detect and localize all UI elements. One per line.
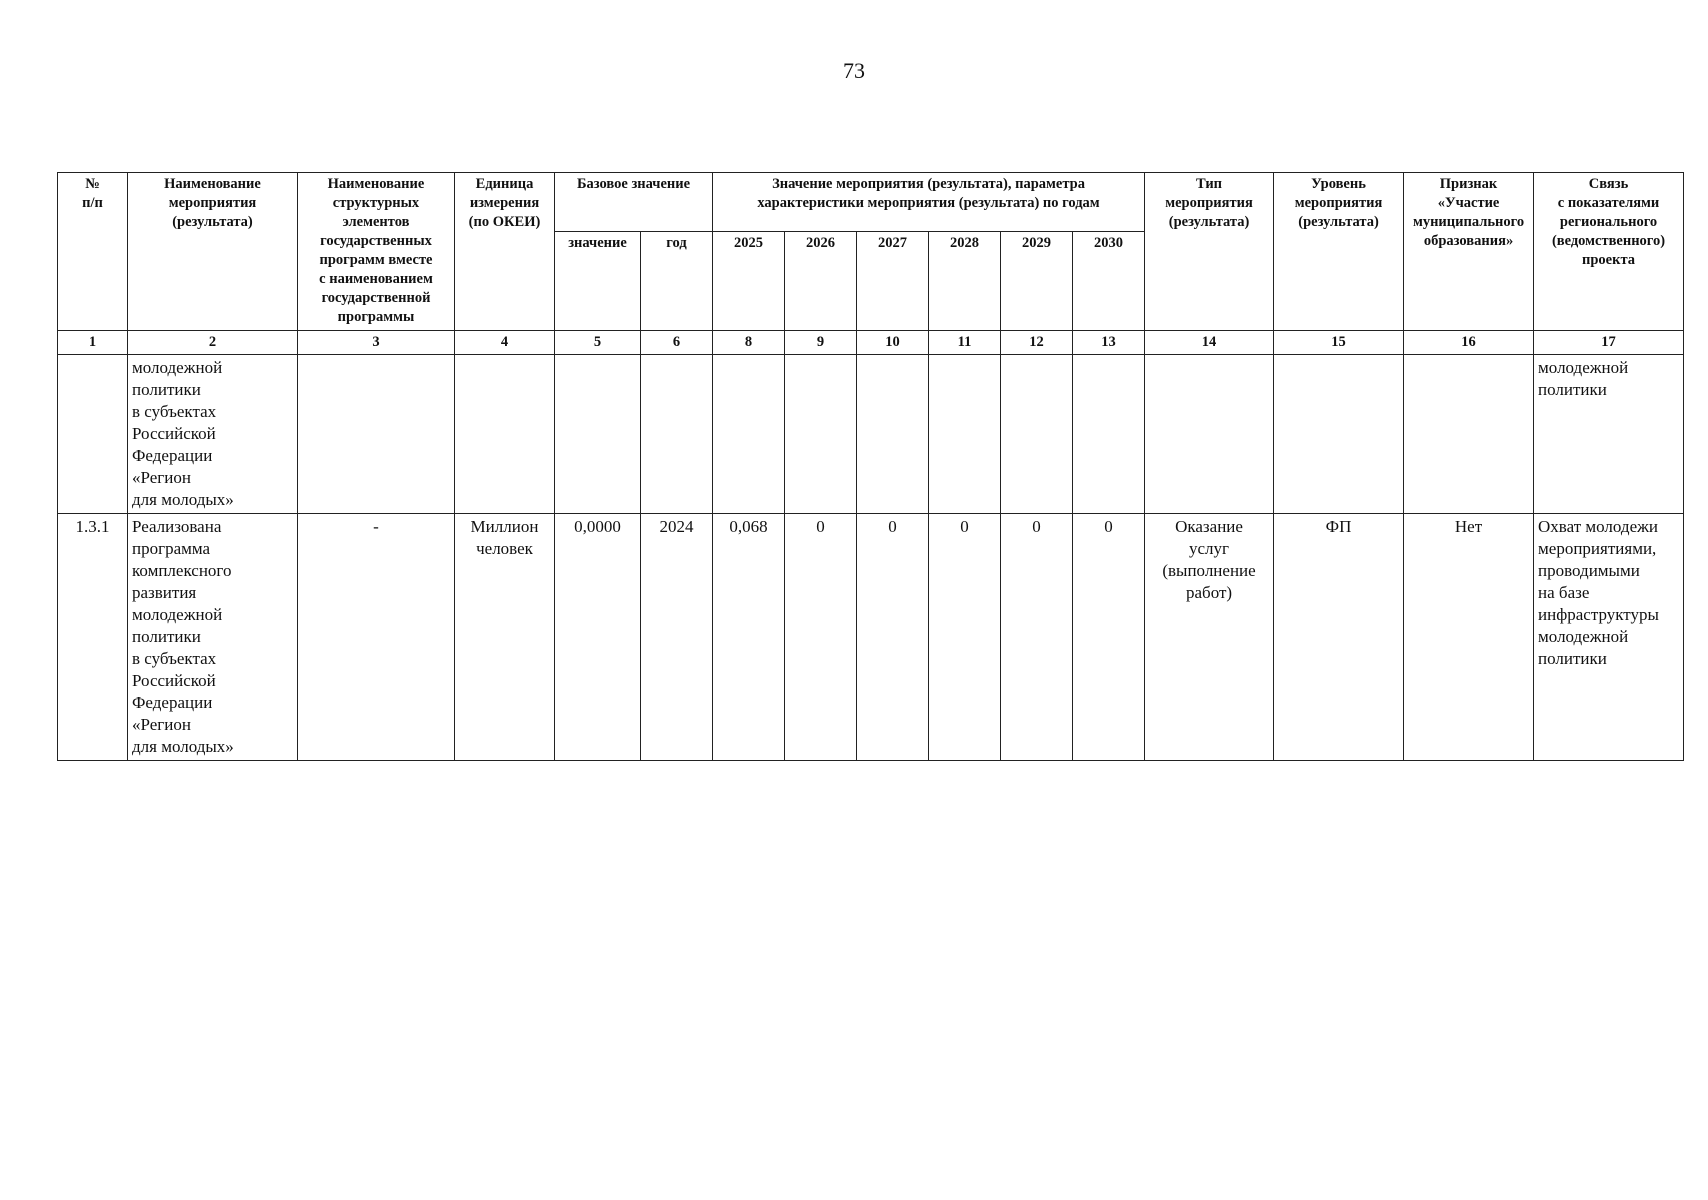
cell-type: Оказание услуг (выполнение работ) [1145, 514, 1274, 761]
column-number: 8 [713, 331, 785, 355]
header-sign: Признак «Участие муниципального образования» [1404, 173, 1534, 331]
cell-sign: Нет [1404, 514, 1534, 761]
header-unit: Единица измерения (по ОКЕИ) [455, 173, 555, 331]
cell-struct: - [298, 514, 455, 761]
cell-link: Охват молодежи мероприятиями, проводимыми на базе инфраструктуры молодежной политики [1534, 514, 1684, 761]
cell-unit: Миллион человек [455, 514, 555, 761]
header-struct: Наименование структурных элементов государственных программ вместе с наименованием государственной программы [298, 173, 455, 331]
column-number: 16 [1404, 331, 1534, 355]
activities-table [57, 172, 1684, 761]
cell-year-2027: 0 [857, 514, 929, 761]
cell-type [1145, 355, 1274, 514]
header-year-2025: 2025 [713, 232, 785, 331]
header-year-2030: 2030 [1073, 232, 1145, 331]
cell-year-2028 [929, 355, 1001, 514]
cell-sign [1404, 355, 1534, 514]
cell-base-year: 2024 [641, 514, 713, 761]
column-number: 2 [128, 331, 298, 355]
cell-level [1274, 355, 1404, 514]
cell-num [58, 355, 128, 514]
column-number: 10 [857, 331, 929, 355]
header-year-2029: 2029 [1001, 232, 1073, 331]
column-number: 12 [1001, 331, 1073, 355]
column-number: 17 [1534, 331, 1684, 355]
header-year-2027: 2027 [857, 232, 929, 331]
column-number-row [58, 331, 1684, 355]
header-link: Связь с показателями регионального (ведомственного) проекта [1534, 173, 1684, 331]
header-base-value: значение [555, 232, 641, 331]
column-number: 4 [455, 331, 555, 355]
table-row [58, 355, 1684, 514]
header-year-2028: 2028 [929, 232, 1001, 331]
cell-year-2025: 0,068 [713, 514, 785, 761]
header-base-year: год [641, 232, 713, 331]
column-number: 11 [929, 331, 1001, 355]
cell-name: молодежной политики в субъектах Российской Федерации «Регион для молодых» [128, 355, 298, 514]
cell-base-year [641, 355, 713, 514]
column-number: 3 [298, 331, 455, 355]
cell-year-2028: 0 [929, 514, 1001, 761]
column-number: 15 [1274, 331, 1404, 355]
cell-num: 1.3.1 [58, 514, 128, 761]
cell-year-2030 [1073, 355, 1145, 514]
column-number: 1 [58, 331, 128, 355]
cell-year-2030: 0 [1073, 514, 1145, 761]
header-num: № п/п [58, 173, 128, 331]
cell-base-value [555, 355, 641, 514]
column-number: 6 [641, 331, 713, 355]
cell-year-2027 [857, 355, 929, 514]
cell-struct [298, 355, 455, 514]
column-number: 5 [555, 331, 641, 355]
header-name: Наименование мероприятия (результата) [128, 173, 298, 331]
cell-level: ФП [1274, 514, 1404, 761]
cell-year-2026 [785, 355, 857, 514]
column-number: 13 [1073, 331, 1145, 355]
cell-link: молодежной политики [1534, 355, 1684, 514]
page-number: 73 [843, 58, 865, 83]
cell-name: Реализована программа комплексного развития молодежной политики в субъектах Российской Федерации «Регион для молодых» [128, 514, 298, 761]
header-level: Уровень мероприятия (результата) [1274, 173, 1404, 331]
column-number: 14 [1145, 331, 1274, 355]
header-values-group: Значение мероприятия (результата), параметра характеристики мероприятия (результата) по годам [713, 173, 1145, 232]
header-base: Базовое значение [555, 173, 713, 232]
cell-year-2029 [1001, 355, 1073, 514]
cell-unit [455, 355, 555, 514]
header-year-2026: 2026 [785, 232, 857, 331]
cell-year-2029: 0 [1001, 514, 1073, 761]
cell-year-2026: 0 [785, 514, 857, 761]
cell-base-value: 0,0000 [555, 514, 641, 761]
header-type: Тип мероприятия (результата) [1145, 173, 1274, 331]
column-number: 9 [785, 331, 857, 355]
table-row [58, 514, 1684, 761]
cell-year-2025 [713, 355, 785, 514]
